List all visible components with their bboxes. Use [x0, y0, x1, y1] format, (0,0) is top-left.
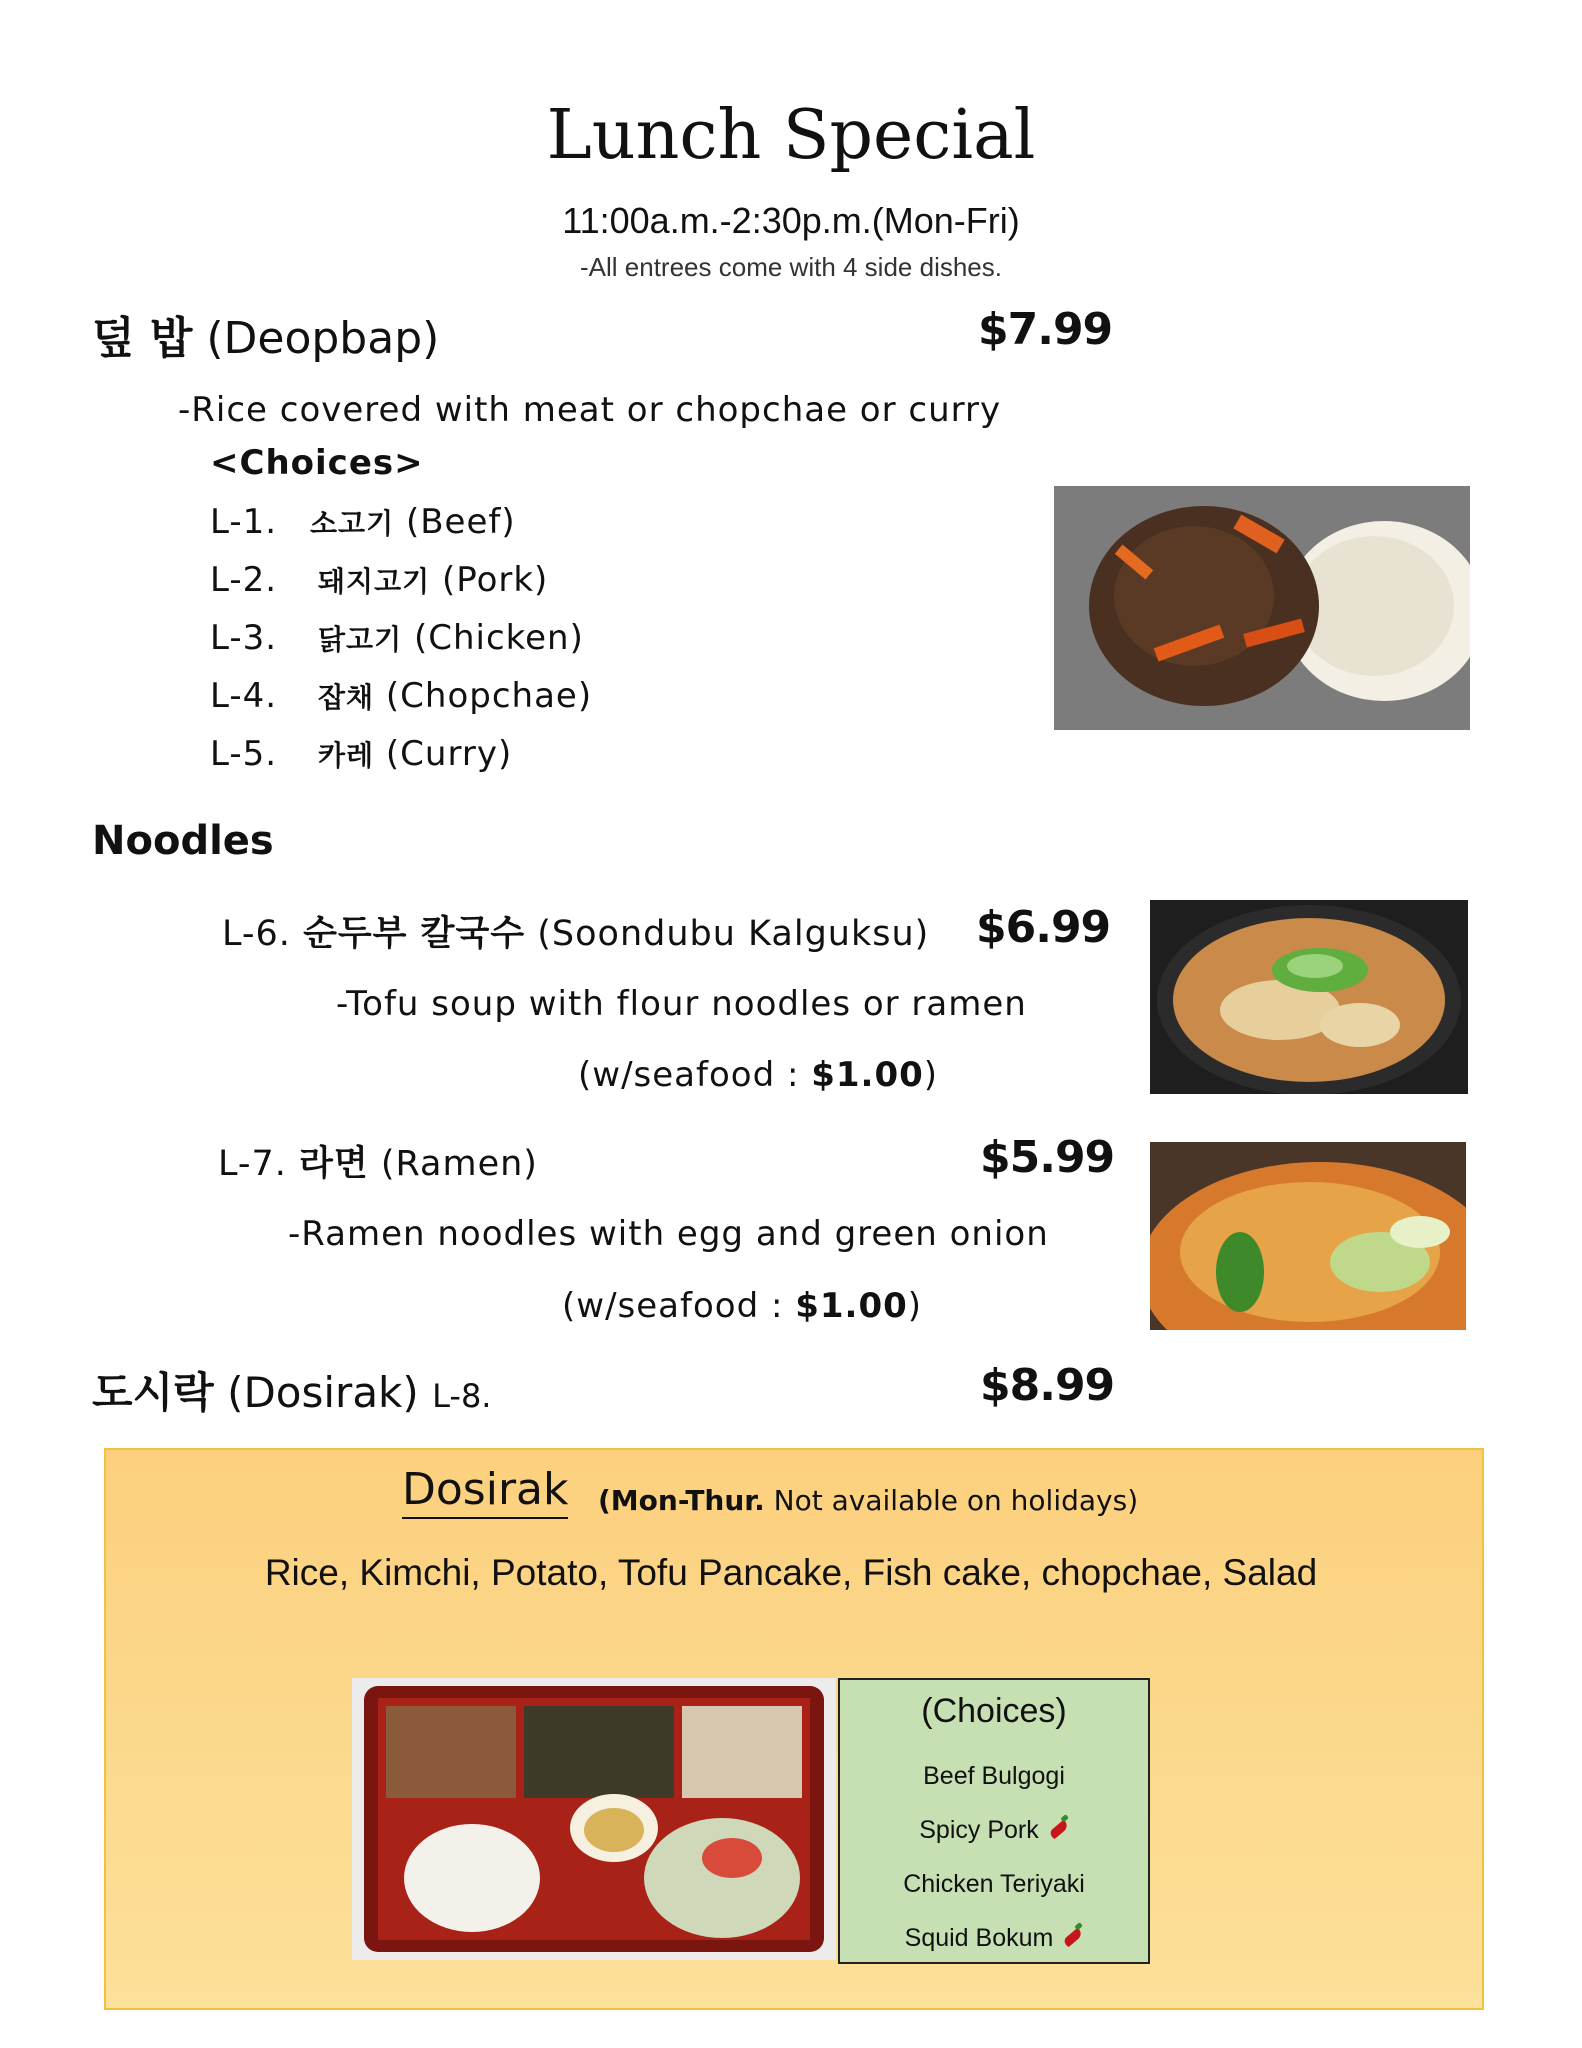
beef-rice-photo	[1054, 486, 1470, 730]
deopbap-item-chopchae: L-4. 잡채 (Chopchae)	[210, 676, 593, 716]
hours-text: 11:00a.m.-2:30p.m.(Mon-Fri)	[562, 200, 1020, 241]
deopbap-price: $7.99	[978, 304, 1113, 355]
side-dishes-note: -All entrees come with 4 side dishes.	[580, 252, 1002, 282]
ramen-photo	[1150, 1142, 1466, 1330]
soondubu-price: $6.99	[976, 902, 1111, 953]
page-title: Lunch Special	[546, 96, 1036, 175]
dosirak-contents: Rice, Kimchi, Potato, Tofu Pancake, Fish cake, chopchae, Salad	[264, 1552, 1318, 1593]
dosirak-code: L-8.	[432, 1377, 492, 1415]
soondubu-seafood-option: (w/seafood : $1.00)	[578, 1055, 939, 1095]
dosirak-price: $8.99	[980, 1360, 1115, 1411]
chili-icon	[1048, 1820, 1069, 1840]
deopbap-item-pork: L-2. 돼지고기 (Pork)	[210, 560, 549, 600]
deopbap-korean: 덮 밥	[92, 313, 193, 364]
choice-beef-bulgogi: Beef Bulgogi	[923, 1762, 1065, 1790]
dosirak-availability: (Mon-Thur. Not available on holidays)	[598, 1484, 1139, 1517]
choice-spicy-pork: Spicy Pork	[840, 1816, 1148, 1845]
deopbap-choices-label: <Choices>	[210, 443, 424, 483]
noodle-item-ramen: L-7. 라면 (Ramen)	[218, 1144, 538, 1184]
dosirak-box-title: Dosirak	[402, 1464, 568, 1519]
dosirak-name: (Dosirak)	[227, 1368, 419, 1417]
soondubu-description: -Tofu soup with flour noodles or ramen	[336, 984, 1027, 1024]
dosirak-choices-label: (Choices)	[921, 1692, 1067, 1730]
ramen-price: $5.99	[980, 1132, 1115, 1183]
dosirak-choices-box	[838, 1678, 1150, 1964]
soondubu-photo	[1150, 900, 1468, 1094]
chili-icon	[1063, 1928, 1084, 1948]
choice-squid-bokum: Squid Bokum	[840, 1924, 1148, 1953]
deopbap-name: (Deopbap)	[206, 313, 440, 364]
noodles-heading: Noodles	[92, 818, 274, 864]
dosirak-photo	[352, 1678, 836, 1960]
choice-chicken-teriyaki: Chicken Teriyaki	[903, 1870, 1085, 1898]
deopbap-item-chicken: L-3. 닭고기 (Chicken)	[210, 618, 584, 658]
dosirak-korean: 도시락	[92, 1368, 214, 1417]
deopbap-heading	[92, 302, 439, 366]
ramen-description: -Ramen noodles with egg and green onion	[288, 1214, 1049, 1254]
deopbap-item-curry: L-5. 카레 (Curry)	[210, 734, 513, 774]
deopbap-item-beef: L-1. 소고기 (Beef)	[210, 502, 516, 542]
dosirak-heading	[92, 1360, 491, 1420]
ramen-seafood-option: (w/seafood : $1.00)	[562, 1286, 923, 1326]
deopbap-description: -Rice covered with meat or chopchae or curry	[178, 390, 1002, 430]
noodle-item-soondubu: L-6. 순두부 칼국수 (Soondubu Kalguksu)	[222, 914, 930, 954]
